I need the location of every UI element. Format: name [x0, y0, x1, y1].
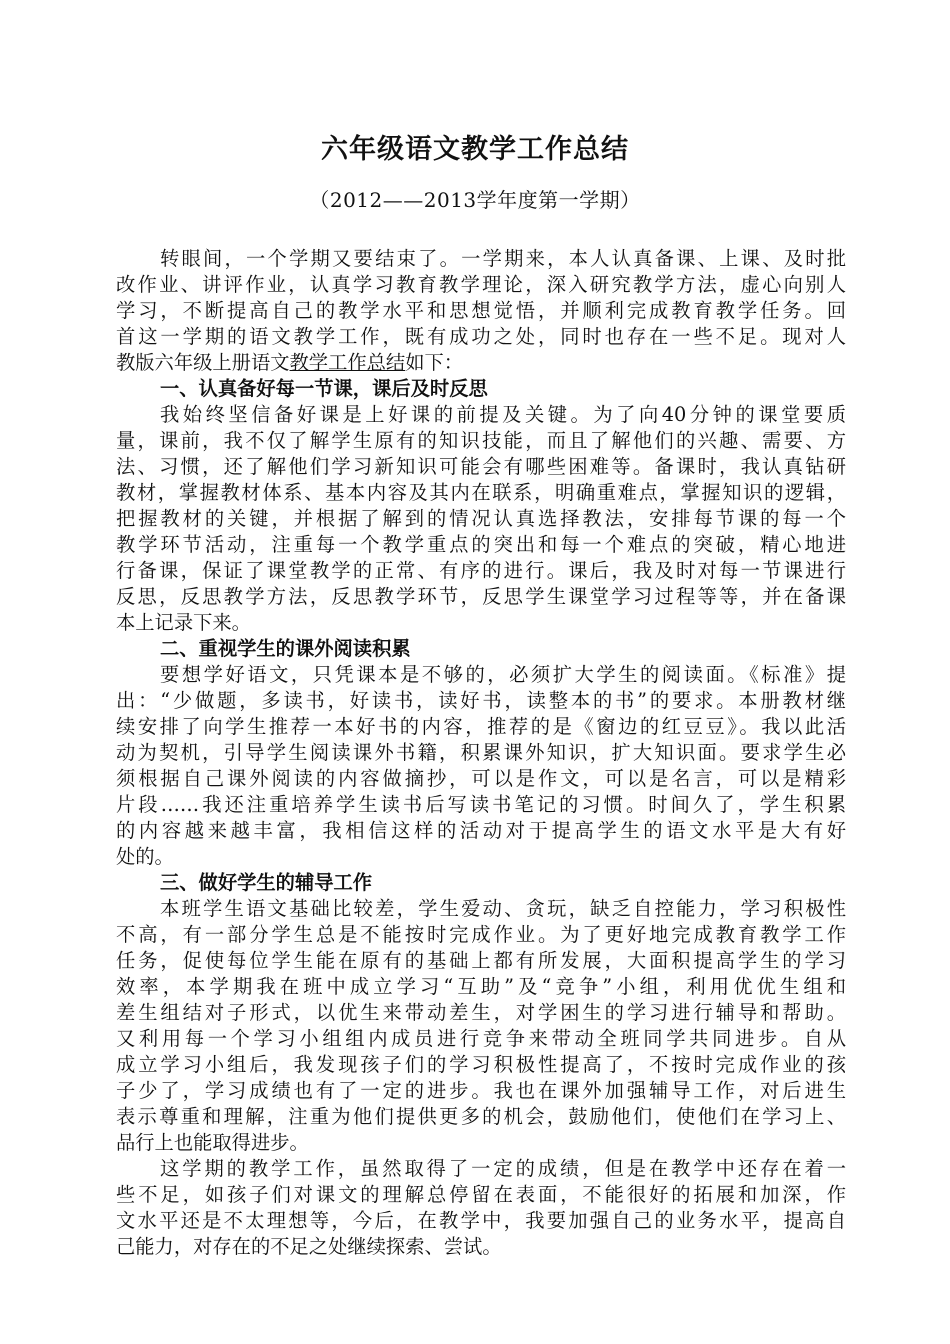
paragraph-line: 片段……我还注重培养学生读书后写读书笔记的习惯。时间久了，学生积累: [116, 793, 846, 816]
document-subtitle: （2012——2013学年度第一学期）: [309, 188, 641, 212]
paragraph-line: 些不足，如孩子们对课文的理解总停留在表面，不能很好的拓展和加深，作: [116, 1183, 846, 1206]
paragraph-line: 把握教材的关键，并根据了解到的情况认真选择教法，安排每节课的每一个: [116, 507, 846, 530]
paragraph-line: 我始终坚信备好课是上好课的前提及关键。为了向40分钟的课堂要质: [160, 403, 846, 426]
paragraph-line: 本班学生语文基础比较差，学生爱动、贪玩，缺乏自控能力，学习积极性: [160, 897, 846, 920]
document-title: 六年级语文教学工作总结: [321, 134, 629, 165]
paragraph-line: 要想学好语文，只凭课本是不够的，必须扩大学生的阅读面。《标准》提: [160, 663, 846, 686]
paragraph-line: 文水平还是不太理想等，今后，在教学中，我要加强自己的业务水平，提高自: [116, 1209, 846, 1232]
paragraph-line: 子少了，学习成绩也有了一定的进步。我也在课外加强辅导工作，对后进生: [116, 1079, 846, 1102]
paragraph-line: 反思，反思教学方法，反思教学环节，反思学生课堂学习过程等等，并在备课: [116, 585, 846, 608]
paragraph-line: 处的。: [116, 845, 174, 868]
paragraph-line: 不高，有一部分学生总是不能按时完成作业。为了更好地完成教育教学工作: [116, 923, 846, 946]
intro-text: 如下：: [405, 351, 464, 374]
paragraph-line: 这学期的教学工作，虽然取得了一定的成绩，但是在教学中还存在着一: [160, 1157, 846, 1180]
paragraph-line: 本上记录下来。: [116, 611, 251, 634]
paragraph-line: 成立学习小组后，我发现孩子们的学习积极性提高了，不按时完成作业的孩: [116, 1053, 846, 1076]
paragraph-line: 又利用每一个学习小组组内成员进行竞争来带动全班同学共同进步。自从: [116, 1027, 846, 1050]
paragraph-line: [116, 350, 846, 376]
paragraph-line: 行备课，保证了课堂教学的正常、有序的进行。课后，我及时对每一节课进行: [116, 559, 846, 582]
paragraph-line: 差生组结对子形式，以优生来带动差生，对学困生的学习进行辅导和帮助。: [116, 1001, 846, 1024]
paragraph-line: 教学环节活动，注重每一个教学重点的突出和每一个难点的突破，精心地进: [116, 533, 846, 556]
paragraph-line: 出：“少做题，多读书，好读书，读好书，读整本的书”的要求。本册教材继: [116, 689, 846, 712]
paragraph-line: 改作业、讲评作业，认真学习教育教学理论，深入研究教学方法，虚心向别人: [116, 273, 846, 296]
paragraph-line: 首这一学期的语文教学工作，既有成功之处，同时也存在一些不足。现对人: [116, 325, 846, 348]
paragraph-line: 学习，不断提高自己的教学水平和思想觉悟，并顺利完成教育教学任务。回: [116, 299, 846, 322]
section-heading: 三、做好学生的辅导工作: [160, 871, 373, 894]
paragraph-line: 品行上也能取得进步。: [116, 1131, 309, 1154]
summary-link[interactable]: 教学工作总结: [289, 351, 406, 374]
section-heading: 二、重视学生的课外阅读积累: [160, 637, 411, 660]
paragraph-line: 转眼间，一个学期又要结束了。一学期来，本人认真备课、上课、及时批: [160, 247, 846, 270]
paragraph-line: 法、习惯，还了解他们学习新知识可能会有哪些困难等。备课时，我认真钻研: [116, 455, 846, 478]
paragraph-line: 任务，促使每位学生能在原有的基础上都有所发展，大面积提高学生的学习: [116, 949, 846, 972]
paragraph-line: 动为契机，引导学生阅读课外书籍，积累课外知识，扩大知识面。要求学生必: [116, 741, 846, 764]
paragraph-line: 教材，掌握教材体系、基本内容及其内在联系，明确重难点，掌握知识的逻辑，: [116, 481, 846, 504]
section-heading: 一、认真备好每一节课，课后及时反思: [160, 377, 488, 400]
paragraph-line: 表示尊重和理解，注重为他们提供更多的机会，鼓励他们，使他们在学习上、: [116, 1105, 846, 1128]
intro-text: 教版六年级上册语文: [116, 351, 290, 374]
paragraph-line: 须根据自己课外阅读的内容做摘抄，可以是作文，可以是名言，可以是精彩: [116, 767, 846, 790]
paragraph-line: 己能力，对存在的不足之处继续探索、尝试。: [116, 1235, 502, 1258]
paragraph-line: 量，课前，我不仅了解学生原有的知识技能，而且了解他们的兴趣、需要、方: [116, 429, 846, 452]
paragraph-line: 续安排了向学生推荐一本好书的内容，推荐的是《窗边的红豆豆》。我以此活: [116, 715, 846, 738]
paragraph-line: 的内容越来越丰富，我相信这样的活动对于提高学生的语文水平是大有好: [116, 819, 846, 842]
paragraph-line: 效率，本学期我在班中成立学习“互助”及“竞争”小组，利用优优生组和: [116, 975, 846, 998]
